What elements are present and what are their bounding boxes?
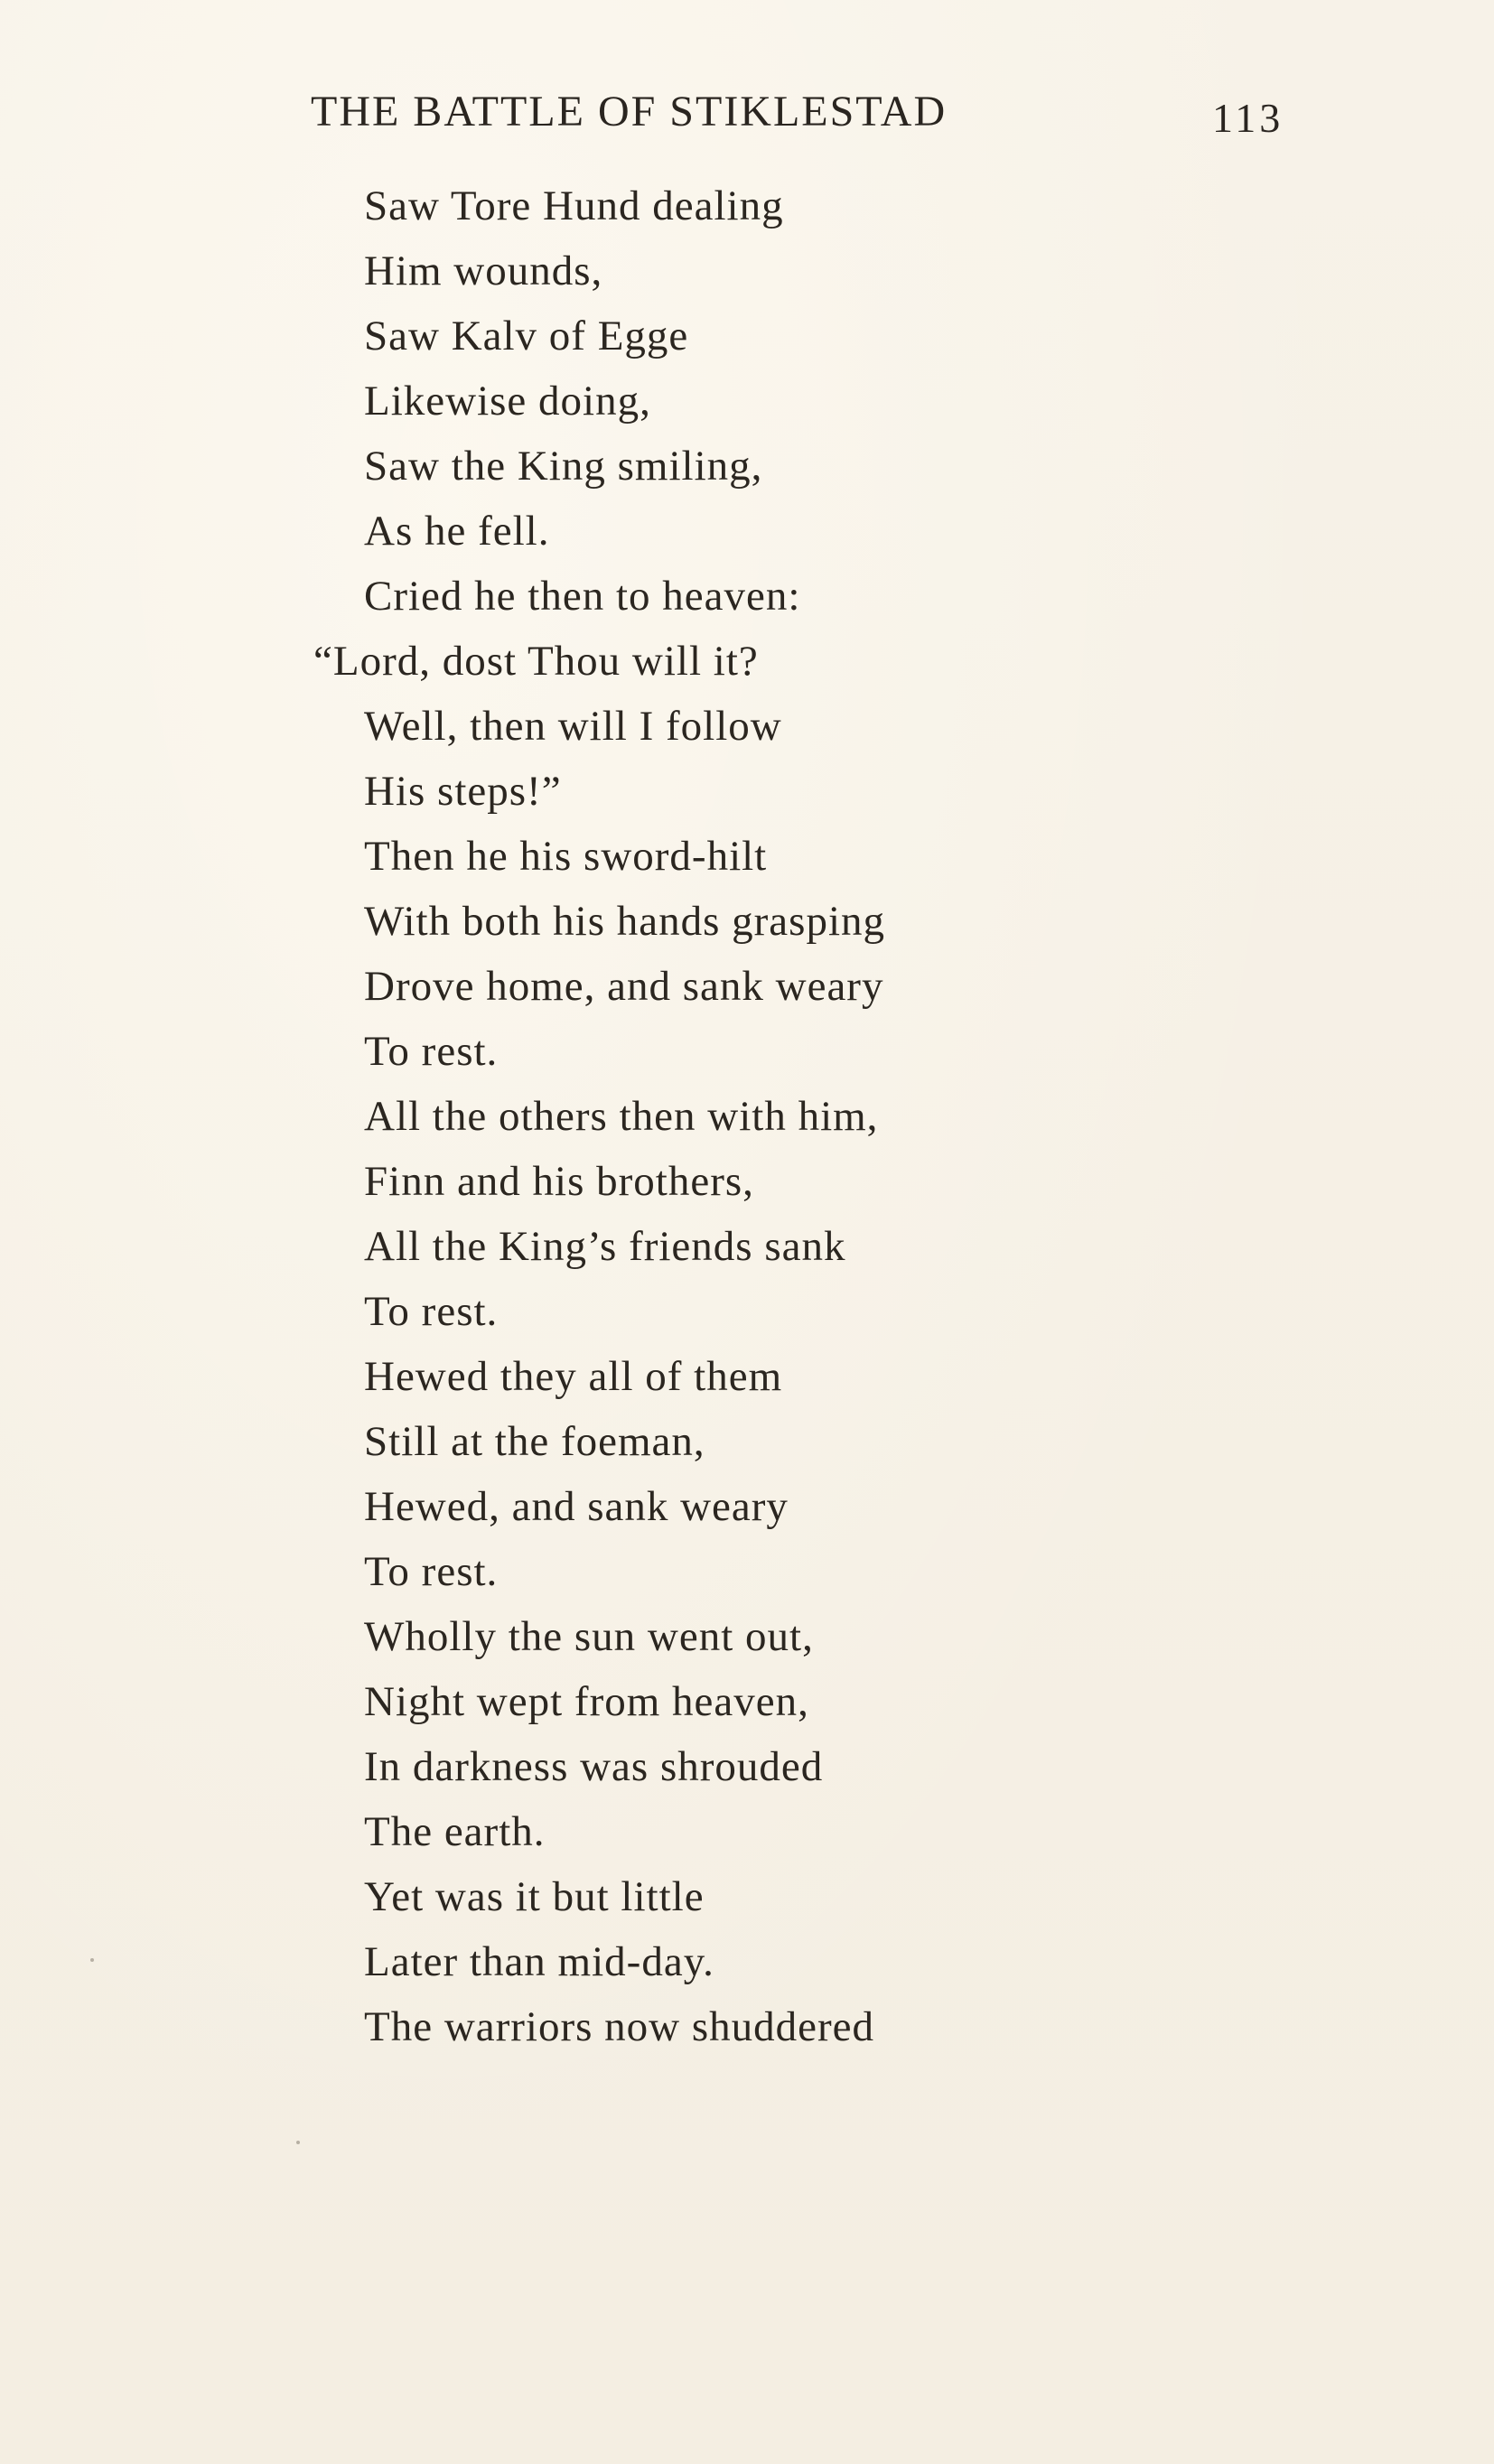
poem-line: Saw Kalv of Egge	[364, 313, 689, 359]
poem-line: All the King’s friends sank	[364, 1223, 846, 1270]
poem-line: “Lord, dost Thou will it?	[313, 638, 759, 685]
poem-line: The earth.	[364, 1808, 546, 1855]
poem-line: Finn and his brothers,	[364, 1158, 754, 1205]
paper-speck	[296, 2141, 300, 2144]
poem-line: Hewed they all of them	[364, 1353, 783, 1400]
poem-line: The warriors now shuddered	[364, 2003, 875, 2050]
poem-line: Night wept from heaven,	[364, 1678, 809, 1725]
poem-line: In darkness was shrouded	[364, 1743, 824, 1790]
poem-line: To rest.	[364, 1548, 499, 1595]
paper-speck	[90, 1958, 94, 1962]
poem-line: Later than mid-day.	[364, 1938, 714, 1985]
poem-line: All the others then with him,	[364, 1093, 879, 1140]
poem-line: His steps!”	[364, 768, 562, 815]
poem-line: To rest.	[364, 1288, 499, 1335]
poem-line: Well, then will I follow	[364, 703, 782, 750]
poem-line: Him wounds,	[364, 247, 603, 294]
poem-text	[313, 173, 886, 2059]
poem-line: Wholly the sun went out,	[364, 1613, 814, 1660]
poem-line: Saw the King smiling,	[364, 443, 763, 490]
poem-line: Drove home, and sank weary	[364, 963, 884, 1010]
poem-line: To rest.	[364, 1028, 499, 1075]
poem-line: Still at the foeman,	[364, 1418, 705, 1465]
running-head: THE BATTLE OF STIKLESTAD	[311, 88, 948, 135]
poem-line: Likewise doing,	[364, 378, 651, 425]
poem-line: Then he his sword-hilt	[364, 833, 768, 880]
poem-line: Cried he then to heaven:	[364, 573, 801, 620]
poem-line: As he fell.	[364, 508, 550, 555]
page-number: 113	[1212, 95, 1284, 141]
poem-line: Yet was it but little	[364, 1873, 705, 1920]
poem-line: Hewed, and sank weary	[364, 1483, 789, 1530]
poem-line: With both his hands grasping	[364, 898, 886, 945]
poem-line: Saw Tore Hund dealing	[364, 182, 784, 229]
